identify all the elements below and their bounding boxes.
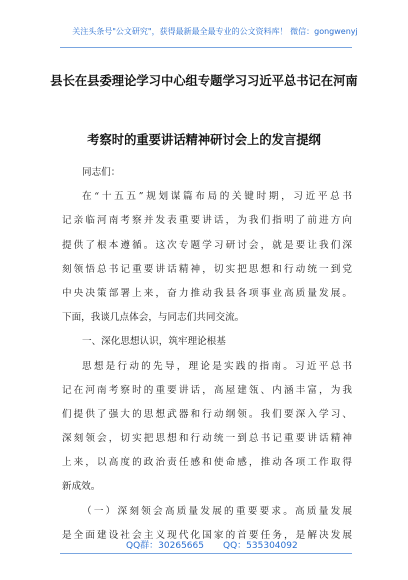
document-title-line-2: 考察时的重要讲话精神研讨会上的发言提纲 [87,133,321,147]
header-divider [60,47,352,48]
body-line: 提供了根本遵循。这次专题学习研讨会，就是要让我们深 [62,239,352,251]
footer-divider [60,553,352,554]
body-line: 是全面建设社会主义现代化国家的首要任务，是解决发展 [62,529,352,541]
qq-contact-text: QQ：535304092 [223,541,298,551]
document-title-line-1: 县长在县委理论学习中心组专题学习习近平总书记在河南 [50,74,358,88]
body-line: 中央决策部署上来，奋力推动我县各项事业高质量发展。 [62,287,352,299]
footer [0,538,408,552]
body-line: 深刻领会，切实把思想和行动统一到总书记重要讲话精神 [62,433,352,445]
body-line: 记亲临河南考察并发表重要讲话，为我们指明了前进方向 [62,215,352,227]
body-line: 思想是行动的先导，理论是实践的指南。习近平总书 [82,360,352,372]
subsection-heading: （一）深刻领会高质量发展的重要要求。高质量发展 [82,505,352,517]
document-body [62,161,352,548]
body-line: 记在河南考察时的重要讲话，高屋建瓴、内涵丰富，为我 [62,384,352,396]
body-line: 新成效。 [62,481,101,493]
body-line: 们提供了强大的思想武器和行动纲领。我们要深入学习、 [62,408,352,420]
body-line: 上来，以高度的政治责任感和使命感，推动各项工作取得 [62,457,352,469]
body-line: 在“十五五”规划谋篇布局的关键时期，习近平总书 [82,191,352,203]
section-heading: 一、深化思想认识，筑牢理论根基 [82,336,226,348]
qq-group-text: QQ群：30265665 [126,541,204,551]
body-line: 下面，我谈几点体会，与同志们共同交流。 [62,312,245,324]
body-line: 刻领悟总书记重要讲话精神，切实把思想和行动统一到党 [62,263,352,275]
header-banner: 关注头条号"公文研究"，获得最新最全最专业的公文资料库！ 微信：gongwenyj [72,27,358,36]
salutation: 同志们： [82,167,121,178]
